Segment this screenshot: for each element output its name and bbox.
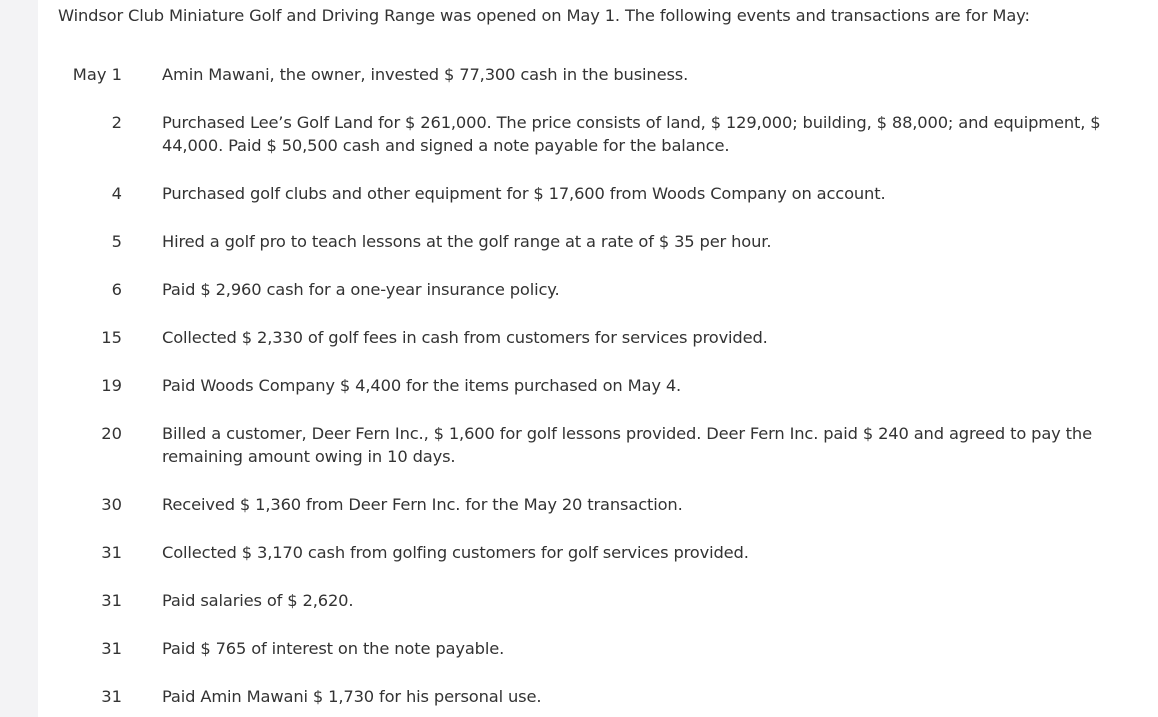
transaction-date: 30	[101, 495, 122, 514]
transaction-row	[38, 278, 1158, 301]
transaction-description: Received $ 1,360 from Deer Fern Inc. for the May 20 transaction.	[162, 495, 683, 514]
transaction-date: 6	[111, 280, 122, 299]
transaction-description: Collected $ 2,330 of golf fees in cash from customers for services provided.	[162, 328, 768, 347]
transaction-description: Paid Woods Company $ 4,400 for the items purchased on May 4.	[162, 376, 682, 395]
transaction-row	[38, 63, 1158, 86]
transaction-description: Paid Amin Mawani $ 1,730 for his personal use.	[162, 687, 542, 706]
transaction-date: 20	[101, 424, 122, 443]
transaction-description: Paid $ 2,960 cash for a one-year insurance policy.	[162, 280, 560, 299]
transaction-description: Purchased golf clubs and other equipment for $ 17,600 from Woods Company on account.	[162, 184, 886, 203]
transaction-list	[38, 63, 1158, 717]
transaction-row	[38, 182, 1158, 205]
transaction-description: Amin Mawani, the owner, invested $ 77,300 cash in the business.	[162, 65, 689, 84]
transaction-date: 19	[101, 376, 122, 395]
left-margin-strip	[0, 0, 38, 717]
transaction-row	[38, 326, 1158, 349]
transaction-row	[38, 230, 1158, 253]
transaction-row	[38, 637, 1158, 660]
transaction-date: 31	[101, 591, 122, 610]
transaction-description: Purchased Lee’s Golf Land for $ 261,000. The price consists of land, $ 129,000; building, $ 88,000; and equipment, $ 44,000. Paid $ 50,500 cash and signed a note payable for the balance.	[162, 113, 1101, 155]
transaction-description: Billed a customer, Deer Fern Inc., $ 1,600 for golf lessons provided. Deer Fern Inc. paid $ 240 and agreed to pay the remaining amount owing in 10 days.	[162, 424, 1092, 466]
transaction-row	[38, 374, 1158, 397]
transaction-date: 31	[101, 687, 122, 706]
transaction-row	[38, 541, 1158, 564]
transaction-date: May 1	[72, 65, 122, 84]
transaction-date: 2	[111, 113, 122, 132]
transaction-description: Paid $ 765 of interest on the note payable.	[162, 639, 505, 658]
transaction-row	[38, 685, 1158, 708]
transaction-date: 31	[101, 543, 122, 562]
transaction-row	[38, 589, 1158, 612]
transaction-date: 4	[111, 184, 122, 203]
problem-content	[38, 0, 1158, 717]
transaction-description: Paid salaries of $ 2,620.	[162, 591, 354, 610]
transaction-date: 15	[101, 328, 122, 347]
transaction-date: 31	[101, 639, 122, 658]
transaction-row	[38, 422, 1158, 468]
transaction-description: Hired a golf pro to teach lessons at the golf range at a rate of $ 35 per hour.	[162, 232, 772, 251]
transaction-description: Collected $ 3,170 cash from golfing customers for golf services provided.	[162, 543, 749, 562]
transaction-row	[38, 493, 1158, 516]
problem-intro: Windsor Club Miniature Golf and Driving Range was opened on May 1. The following events and transactions are for May:	[58, 6, 1030, 25]
transaction-date: 5	[111, 232, 122, 251]
transaction-row	[38, 111, 1158, 157]
